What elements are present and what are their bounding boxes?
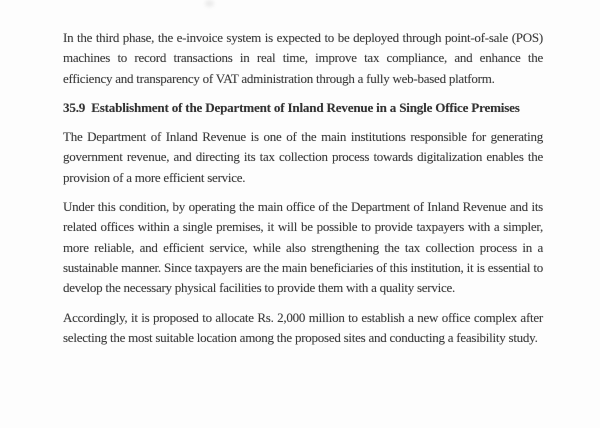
scan-artifact [205, 0, 214, 7]
paragraph-allocation-proposal: Accordingly, it is proposed to allocate Rs. 2,000 million to establish a new office complex after selecting the most suitable location among the proposed sites and conducting a feasibility study. [63, 309, 543, 345]
section-heading [63, 98, 543, 118]
paragraph-e-invoice-third-phase: In the third phase, the e-invoice system is expected to be deployed through point-of-sale (POS) machines to record transactions in real time, improve tax compliance, and enhance the efficiency and transparency of VAT administration through a fully web-based platform. [63, 30, 543, 86]
paragraph-inland-revenue-intro: The Department of Inland Revenue is one of the main institutions responsible for generating government revenue, and directing its tax collection process towards digitalization enables the provision of a more efficient service. [63, 129, 543, 185]
section-title: Establishment of the Department of Inland Revenue in a Single Office Premises [91, 99, 520, 115]
paragraph-single-premises-benefits: Under this condition, by operating the main office of the Department of Inland Revenue and its related offices within a single premises, it will be possible to provide taxpayers with a simpler, more reliable, and efficient service, while also strengthening the tax collection process in a sustainable manner. Since taxpayers are the main beneficiaries of this institution, it is essential to develop the necessary physical facilities to provide them with a quality service. [63, 199, 543, 296]
section-number: 35.9 [63, 99, 86, 115]
